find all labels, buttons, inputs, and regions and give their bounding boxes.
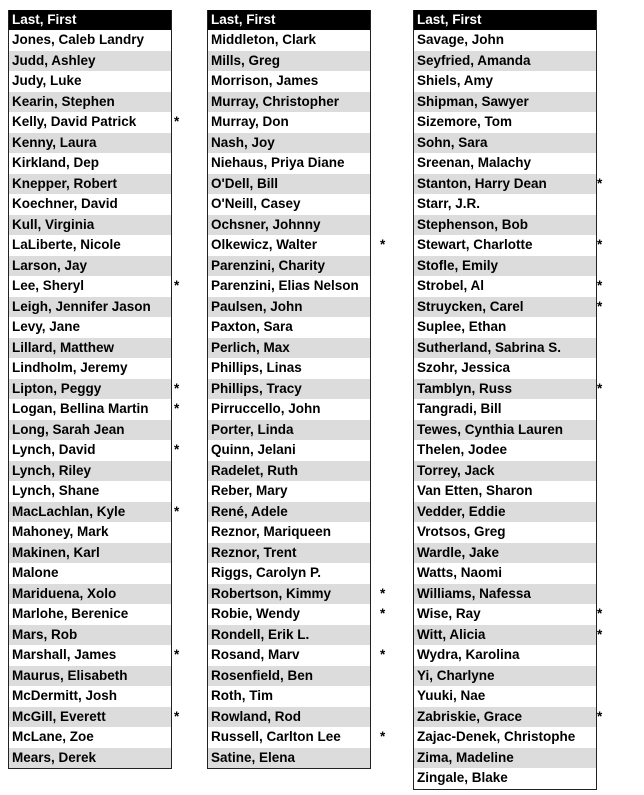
name-cell: Riggs, Carolyn P. <box>211 565 322 580</box>
table-row <box>208 379 370 400</box>
table-row <box>9 256 171 277</box>
table-row <box>414 543 596 564</box>
name-cell: Parenzini, Charity <box>211 257 326 273</box>
column-header: Last, First <box>9 10 171 30</box>
name-cell: Witt, Alicia <box>417 626 486 642</box>
name-cell: Pirruccello, John <box>211 401 321 416</box>
table-row <box>9 502 180 523</box>
table-row <box>9 317 171 338</box>
table-row <box>414 584 596 605</box>
name-cell: Makinen, Karl <box>12 544 100 560</box>
name-cell: Olkewicz, Walter <box>211 237 318 252</box>
table-row <box>9 153 171 174</box>
name-cell: Mears, Derek <box>12 749 97 765</box>
name-cell: Quinn, Jelani <box>211 442 296 457</box>
name-cell: Wardle, Jake <box>417 544 500 560</box>
name-cell: Struycken, Carel <box>417 298 524 314</box>
name-cell: Malone <box>12 565 59 580</box>
table-row <box>9 707 180 728</box>
table-row <box>414 215 596 236</box>
star-marker: * <box>174 278 180 293</box>
star-marker: * <box>597 298 603 314</box>
table-row <box>9 563 171 584</box>
name-cell: Stofle, Emily <box>417 257 499 273</box>
table-row <box>208 215 370 236</box>
name-cell: Rowland, Rod <box>211 708 301 724</box>
table-row <box>414 440 596 461</box>
name-cell: Robie, Wendy <box>211 606 301 621</box>
table-row <box>414 51 596 72</box>
name-cell: Porter, Linda <box>211 421 294 437</box>
table-row <box>414 563 596 584</box>
star-marker: * <box>174 401 180 416</box>
name-cell: Reznor, Mariqueen <box>211 524 332 539</box>
table-row <box>208 748 370 769</box>
table-row <box>414 481 596 502</box>
table-row <box>414 645 596 666</box>
name-cell: Judy, Luke <box>12 73 82 88</box>
name-cell: Zabriskie, Grace <box>417 708 523 724</box>
name-cell: Yuuki, Nae <box>417 688 486 703</box>
table-row <box>208 420 370 441</box>
name-cell: Lillard, Matthew <box>12 339 115 355</box>
name-cell: Mills, Greg <box>211 52 281 68</box>
table-row <box>9 461 171 482</box>
table-row <box>9 71 171 92</box>
table-row <box>9 379 180 400</box>
table-row <box>414 379 603 400</box>
table-row <box>208 92 370 113</box>
table-row <box>414 276 603 297</box>
table-row <box>414 768 596 789</box>
table-row <box>208 645 386 666</box>
table-row <box>9 297 171 318</box>
table-row <box>414 133 596 154</box>
name-cell: Parenzini, Elias Nelson <box>211 278 359 293</box>
name-cell: Marshall, James <box>12 647 117 662</box>
name-cell: Seyfried, Amanda <box>417 52 531 68</box>
star-marker: * <box>597 175 603 191</box>
table-row <box>414 461 596 482</box>
name-cell: Paulsen, John <box>211 298 303 314</box>
table-row <box>414 92 596 113</box>
star-marker: * <box>380 606 386 621</box>
name-cell: Yi, Charlyne <box>417 667 495 683</box>
table-row <box>9 625 171 646</box>
name-cell: Reznor, Trent <box>211 544 297 560</box>
table-row <box>208 297 370 318</box>
name-cell: Van Etten, Sharon <box>417 483 533 498</box>
name-cell: Murray, Don <box>211 114 289 129</box>
table-row <box>208 440 370 461</box>
name-cell: Zima, Madeline <box>417 749 514 765</box>
table-row <box>9 358 171 379</box>
name-cell: Jones, Caleb Landry <box>12 32 145 47</box>
table-row <box>414 399 596 420</box>
name-cell: Sohn, Sara <box>417 134 488 150</box>
table-row <box>208 317 370 338</box>
table-row <box>414 604 603 625</box>
name-cell: Kirkland, Dep <box>12 155 100 170</box>
name-cell: Maurus, Elisabeth <box>12 667 128 683</box>
name-cell: Nash, Joy <box>211 134 275 150</box>
name-cell: Phillips, Tracy <box>211 380 302 396</box>
name-cell: Larson, Jay <box>12 257 88 273</box>
name-cell: Robertson, Kimmy <box>211 585 332 601</box>
name-cell: Kelly, David Patrick <box>12 114 137 129</box>
name-column-3 <box>413 10 603 790</box>
table-row <box>9 194 171 215</box>
table-row <box>414 71 596 92</box>
name-cell: Mahoney, Mark <box>12 524 109 539</box>
table-row <box>9 666 171 687</box>
table-row <box>9 604 171 625</box>
table-row <box>9 235 171 256</box>
table-row <box>208 358 370 379</box>
name-cell: Stephenson, Bob <box>417 216 528 232</box>
table-row <box>208 399 370 420</box>
name-cell: Leigh, Jennifer Jason <box>12 298 151 314</box>
name-list <box>208 30 386 768</box>
name-cell: LaLiberte, Nicole <box>12 237 121 252</box>
name-cell: MacLachlan, Kyle <box>12 503 126 519</box>
name-cell: Shipman, Sawyer <box>417 93 529 109</box>
name-cell: Niehaus, Priya Diane <box>211 155 345 170</box>
table-row <box>414 707 603 728</box>
name-cell: Tewes, Cynthia Lauren <box>417 421 564 437</box>
table-row <box>9 133 171 154</box>
name-cell: Perlich, Max <box>211 339 290 355</box>
name-column-2 <box>207 10 386 769</box>
name-cell: Sizemore, Tom <box>417 114 513 129</box>
table-row <box>414 317 596 338</box>
table-row <box>414 420 596 441</box>
table-row <box>9 112 180 133</box>
name-cell: Wydra, Karolina <box>417 647 520 662</box>
table-row <box>9 440 180 461</box>
table-row <box>208 563 370 584</box>
table-row <box>9 30 171 51</box>
table-row <box>208 194 370 215</box>
name-cell: Mars, Rob <box>12 626 78 642</box>
table-row <box>208 235 386 256</box>
name-cell: Middleton, Clark <box>211 32 317 47</box>
name-cell: Roth, Tim <box>211 688 273 703</box>
table-row <box>208 51 370 72</box>
name-cell: Starr, J.R. <box>417 196 481 211</box>
table-row <box>9 584 171 605</box>
table-row <box>208 174 370 195</box>
name-cell: Lynch, Shane <box>12 483 100 498</box>
name-cell: Tamblyn, Russ <box>417 380 513 396</box>
table-row <box>208 584 386 605</box>
table-row <box>208 522 370 543</box>
name-cell: Rondell, Erik L. <box>211 626 310 642</box>
table-row <box>208 481 370 502</box>
table-row <box>414 666 596 687</box>
name-list <box>9 30 180 768</box>
table-row <box>208 502 370 523</box>
star-marker: * <box>174 503 180 519</box>
table-row <box>208 604 386 625</box>
name-cell: Thelen, Jodee <box>417 442 508 457</box>
name-cell: René, Adele <box>211 503 288 519</box>
table-row <box>9 522 171 543</box>
name-cell: Wise, Ray <box>417 606 481 621</box>
name-cell: Mariduena, Xolo <box>12 585 117 601</box>
table-row <box>208 112 370 133</box>
name-cell: Satine, Elena <box>211 749 296 765</box>
name-cell: Lee, Sheryl <box>12 278 85 293</box>
column-header: Last, First <box>414 10 596 30</box>
table-row <box>414 30 596 51</box>
table-row <box>208 256 370 277</box>
table-row <box>208 727 386 748</box>
name-cell: Williams, Nafessa <box>417 585 531 601</box>
name-cell: Stewart, Charlotte <box>417 237 533 252</box>
table-row <box>414 256 596 277</box>
table-row <box>9 338 171 359</box>
table-row <box>9 215 171 236</box>
name-cell: Vrotsos, Greg <box>417 524 506 539</box>
table-row <box>9 420 171 441</box>
table-row <box>414 338 596 359</box>
name-cell: Marlohe, Berenice <box>12 606 129 621</box>
table-row <box>9 51 171 72</box>
table-row <box>414 235 603 256</box>
table-row <box>414 112 596 133</box>
name-cell: Judd, Ashley <box>12 52 96 68</box>
name-column-1 <box>8 10 180 769</box>
table-row <box>9 276 180 297</box>
star-marker: * <box>380 237 386 252</box>
star-marker: * <box>597 708 603 724</box>
star-marker: * <box>174 114 180 129</box>
name-cell: Lynch, Riley <box>12 462 92 478</box>
name-cell: Zajac-Denek, Christophe <box>417 729 576 744</box>
star-marker: * <box>174 708 180 724</box>
name-cell: Levy, Jane <box>12 319 81 334</box>
star-marker: * <box>597 237 603 252</box>
name-cell: Radelet, Ruth <box>211 462 299 478</box>
name-cell: Long, Sarah Jean <box>12 421 125 437</box>
name-list <box>414 30 603 789</box>
table-row <box>9 543 171 564</box>
name-cell: Kull, Virginia <box>12 216 95 232</box>
star-marker: * <box>174 442 180 457</box>
table-row <box>9 481 171 502</box>
table-row <box>414 358 596 379</box>
star-marker: * <box>597 606 603 621</box>
name-cell: Strobel, Al <box>417 278 485 293</box>
name-cell: Vedder, Eddie <box>417 503 506 519</box>
name-cell: Morrison, James <box>211 73 319 88</box>
table-row <box>208 686 370 707</box>
table-row <box>208 338 370 359</box>
table-row <box>9 645 180 666</box>
star-marker: * <box>174 380 180 396</box>
name-cell: McGill, Everett <box>12 708 106 724</box>
name-cell: Logan, Bellina Martin <box>12 401 149 416</box>
name-cell: Suplee, Ethan <box>417 319 507 334</box>
column-header: Last, First <box>208 10 370 30</box>
table-row <box>414 297 603 318</box>
name-cell: Reber, Mary <box>211 483 288 498</box>
name-cell: Lindholm, Jeremy <box>12 360 128 375</box>
name-cell: Sutherland, Sabrina S. <box>417 339 562 355</box>
name-cell: Paxton, Sara <box>211 319 293 334</box>
name-cell: Knepper, Robert <box>12 175 118 191</box>
table-row <box>208 153 370 174</box>
table-row <box>414 502 596 523</box>
star-marker: * <box>380 729 386 744</box>
table-row <box>208 707 370 728</box>
name-cell: Savage, John <box>417 32 505 47</box>
star-marker: * <box>174 647 180 662</box>
name-cell: O'Dell, Bill <box>211 175 278 191</box>
name-cell: Rosand, Marv <box>211 647 300 662</box>
name-cell: McLane, Zoe <box>12 729 94 744</box>
table-row <box>414 748 596 769</box>
table-row <box>208 625 370 646</box>
name-cell: Shiels, Amy <box>417 73 494 88</box>
table-row <box>208 30 370 51</box>
table-row <box>208 461 370 482</box>
table-row <box>9 727 171 748</box>
star-marker: * <box>597 626 603 642</box>
table-row <box>414 174 603 195</box>
name-cell: Koechner, David <box>12 196 118 211</box>
star-marker: * <box>597 380 603 396</box>
table-row <box>9 686 171 707</box>
table-row <box>9 92 171 113</box>
name-cell: Szohr, Jessica <box>417 360 511 375</box>
table-row <box>208 71 370 92</box>
star-marker: * <box>380 585 386 601</box>
name-cell: Zingale, Blake <box>417 770 508 785</box>
name-cell: Lynch, David <box>12 442 96 457</box>
name-cell: Rosenfield, Ben <box>211 667 314 683</box>
table-row <box>414 194 596 215</box>
table-row <box>414 625 603 646</box>
table-row <box>414 522 596 543</box>
name-cell: Phillips, Linas <box>211 360 302 375</box>
table-row <box>414 727 596 748</box>
name-cell: Tangradi, Bill <box>417 401 502 416</box>
name-cell: O'Neill, Casey <box>211 196 301 211</box>
name-cell: Stanton, Harry Dean <box>417 175 547 191</box>
name-cell: Russell, Carlton Lee <box>211 729 341 744</box>
name-cell: Torrey, Jack <box>417 462 495 478</box>
table-row <box>414 686 596 707</box>
table-row <box>414 153 596 174</box>
name-cell: Kearin, Stephen <box>12 93 115 109</box>
table-row <box>9 399 180 420</box>
name-cell: McDermitt, Josh <box>12 688 118 703</box>
name-cell: Lipton, Peggy <box>12 380 102 396</box>
star-marker: * <box>380 647 386 662</box>
table-row <box>9 174 171 195</box>
star-marker: * <box>597 278 603 293</box>
table-row <box>208 133 370 154</box>
name-cell: Watts, Naomi <box>417 565 503 580</box>
table-row <box>208 666 370 687</box>
name-cell: Ochsner, Johnny <box>211 216 321 232</box>
table-row <box>9 748 171 769</box>
name-cell: Sreenan, Malachy <box>417 155 532 170</box>
name-cell: Murray, Christopher <box>211 93 340 109</box>
table-row <box>208 543 370 564</box>
table-row <box>208 276 370 297</box>
name-cell: Kenny, Laura <box>12 134 97 150</box>
